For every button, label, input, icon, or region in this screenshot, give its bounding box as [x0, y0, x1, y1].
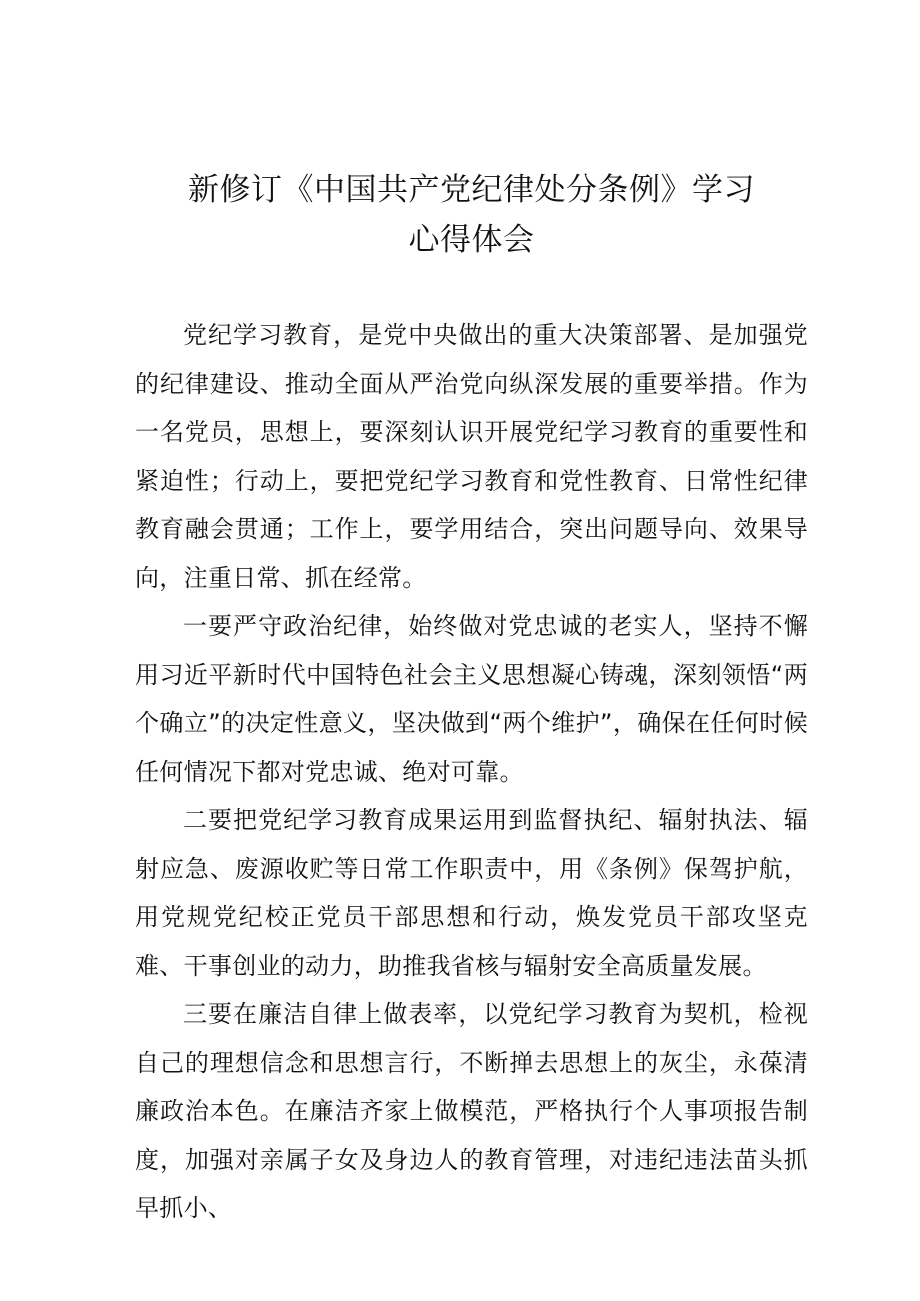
- paragraph-political-discipline: 一要严守政治纪律，始终做对党忠诚的老实人，坚持不懈用习近平新时代中国特色社会主义思想凝心铸魂，深刻领悟“两个确立”的决定性意义，坚决做到“两个维护”，确保在任何时候任何情况下都对党忠诚、绝对可靠。: [135, 612, 808, 786]
- paragraph-integrity: 三要在廉洁自律上做表率，以党纪学习教育为契机，检视自己的理想信念和思想言行，不断掸去思想上的灰尘，永葆清廉政治本色。在廉洁齐家上做模范，严格执行个人事项报告制度，加强对亲属子女及身边人的教育管理，对违纪违法苗头抓早抓小、: [135, 1000, 808, 1222]
- paragraph-apply-education: 二要把党纪学习教育成果运用到监督执纪、辐射执法、辐射应急、废源收贮等日常工作职责中，用《条例》保驾护航，用党规党纪校正党员干部思想和行动，焕发党员干部攻坚克难、干事创业的动力，助推我省核与辐射安全高质量发展。: [135, 806, 808, 980]
- document-title: [135, 165, 808, 265]
- title-line-1: 新修订《中国共产党纪律处分条例》学习: [188, 172, 755, 208]
- title-line-2: 心得体会: [408, 222, 535, 258]
- paragraph-intro: 党纪学习教育，是党中央做出的重大决策部署、是加强党的纪律建设、推动全面从严治党向纵深发展的重要举措。作为一名党员，思想上，要深刻认识开展党纪学习教育的重要性和紧迫性；行动上，要把党纪学习教育和党性教育、日常性纪律教育融会贯通；工作上，要学用结合，突出问题导向、效果导向，注重日常、抓在经常。: [135, 321, 808, 592]
